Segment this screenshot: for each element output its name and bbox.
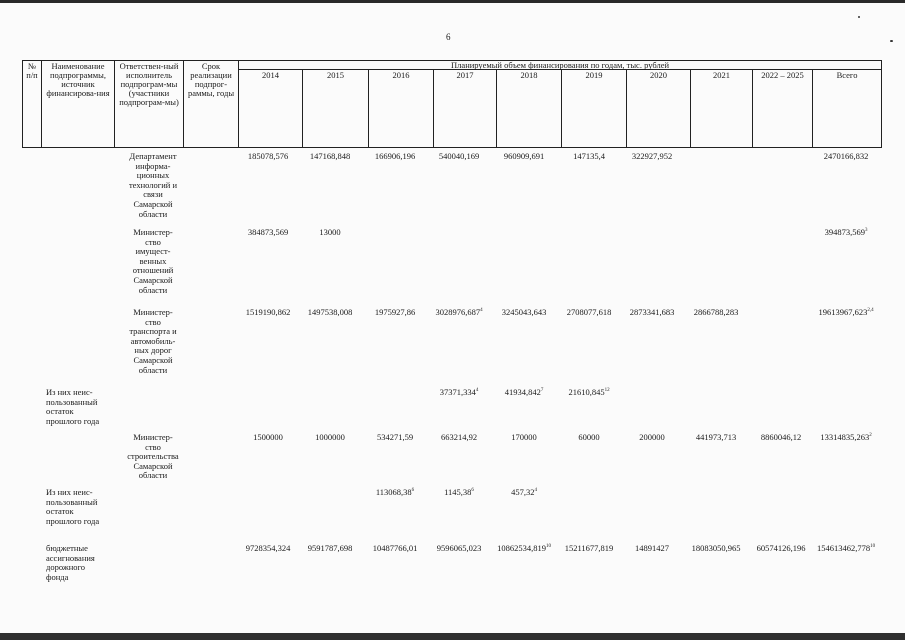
responsible-executor-line: ство	[145, 316, 161, 327]
year-value-text: 147135,4	[573, 151, 605, 161]
year-value	[362, 152, 428, 162]
header-financing-group: Планируемый объем финансирования по годам, тыс. рублей	[239, 61, 882, 70]
year-value-text: 384873,569	[247, 227, 289, 237]
responsible-executor-line: венных	[139, 255, 167, 266]
funding-source-name-line: пользованный	[46, 396, 98, 407]
funding-source-name-line: прошлого года	[46, 415, 100, 426]
year-value	[426, 433, 492, 443]
responsible-executor	[118, 152, 188, 219]
responsible-executor	[118, 228, 188, 295]
year-value-text: 37371,334	[439, 387, 476, 397]
header-total: Всего	[813, 70, 882, 148]
year-value-text: 1000000	[315, 432, 345, 442]
year-value	[297, 228, 363, 238]
footnote-marker: 4	[534, 488, 537, 493]
scan-speck	[890, 40, 893, 42]
year-value	[235, 544, 301, 554]
funding-source-name-line: остаток	[46, 506, 74, 517]
responsible-executor-line: Министер-	[133, 432, 173, 442]
responsible-executor-line: ных дорог	[134, 345, 172, 356]
total-value-text: 2470166,832	[823, 151, 869, 161]
year-value	[683, 544, 749, 554]
responsible-executor-line: транспорта и	[129, 326, 177, 337]
year-value-text: 441973,713	[695, 432, 737, 442]
responsible-executor-line: отношений	[132, 265, 174, 276]
responsible-executor-line: области	[138, 284, 168, 295]
responsible-executor-line: имущест-	[135, 246, 171, 257]
funding-source-name-line: дорожного	[46, 562, 86, 573]
total-value	[811, 152, 881, 162]
header-year: 2018	[497, 70, 562, 148]
responsible-executor-line: ство	[145, 441, 161, 452]
year-value-text: 60000	[578, 432, 600, 442]
responsible-executor-line: ционных	[136, 170, 170, 181]
scan-edge-bottom	[0, 633, 905, 640]
year-value-text: 15211677,819	[564, 543, 614, 553]
year-value-text: 663214,92	[440, 432, 478, 442]
footnote-marker: 2,4	[867, 308, 874, 313]
year-value-text: 3245043,643	[501, 307, 547, 317]
year-value	[491, 544, 557, 554]
year-value	[620, 433, 684, 443]
year-value	[620, 544, 684, 554]
total-value-text: 13314835,263	[820, 432, 870, 442]
year-value-text: 170000	[511, 432, 537, 442]
responsible-executor-line: области	[138, 364, 168, 375]
funding-source-name-line: ассигнования	[46, 552, 95, 563]
year-value	[362, 308, 428, 318]
responsible-executor-line: Самарской	[133, 274, 173, 285]
footnote-marker: 7	[540, 388, 544, 393]
footnote-marker: 4	[475, 388, 479, 393]
year-value	[750, 544, 812, 554]
header-year: 2021	[691, 70, 753, 148]
year-value	[556, 308, 622, 318]
year-value-text: 41934,842	[504, 387, 541, 397]
year-value-text: 9728354,324	[245, 543, 291, 553]
year-value-text: 1975927,86	[374, 307, 416, 317]
header-year: 2020	[627, 70, 691, 148]
year-value	[426, 308, 492, 318]
year-value-text: 185078,576	[247, 151, 289, 161]
total-value	[811, 433, 881, 443]
year-value-text: 166906,196	[374, 151, 416, 161]
header-term: Срок реализации подпрог-раммы, годы	[184, 61, 239, 148]
page-number: 6	[446, 32, 451, 42]
year-value-text: 60574126,196	[756, 543, 806, 553]
total-value-text: 19613967,623	[818, 307, 868, 317]
responsible-executor-line: области	[138, 208, 168, 219]
footnote-marker: 10	[545, 544, 551, 549]
year-value-text: 10487766,01	[372, 543, 418, 553]
year-value	[426, 152, 492, 162]
year-value-text: 322927,952	[631, 151, 673, 161]
responsible-executor-line: технологий и	[128, 179, 178, 190]
funding-source-name-line: пользованный	[46, 496, 98, 507]
year-value-text: 457,32	[511, 487, 535, 497]
header-year: 2016	[369, 70, 434, 148]
year-value-text: 9596065,023	[436, 543, 482, 553]
header-program-name: Наименование подпрограммы, источник финансирова-ния	[42, 61, 115, 148]
year-value-text: 200000	[639, 432, 665, 442]
year-value	[235, 152, 301, 162]
header-responsible: Ответствен-ный исполнитель подпрограм-мы (участники подпрограм-мы)	[115, 61, 184, 148]
year-value	[556, 433, 622, 443]
year-value	[362, 433, 428, 443]
footnote-marker: 2	[869, 433, 872, 438]
total-value-text: 394873,569	[824, 227, 865, 237]
year-value	[235, 228, 301, 238]
year-value	[491, 433, 557, 443]
year-value	[362, 488, 428, 498]
year-value-text: 1497538,008	[307, 307, 353, 317]
funding-source-name	[46, 388, 118, 426]
header-year: 2014	[239, 70, 303, 148]
year-value	[683, 308, 749, 318]
responsible-executor	[118, 433, 188, 481]
funding-source-name-line: Из них неис-	[46, 387, 93, 397]
year-value-text: 2873341,683	[629, 307, 675, 317]
header-year: 2019	[562, 70, 627, 148]
responsible-executor-line: Министер-	[133, 227, 173, 237]
responsible-executor-line: связи	[143, 189, 163, 200]
header-year: 2022 – 2025	[753, 70, 813, 148]
year-value	[426, 488, 492, 498]
header-year: 2017	[434, 70, 497, 148]
year-value-text: 540040,169	[438, 151, 480, 161]
responsible-executor-line: автомобиль-	[130, 335, 176, 346]
total-value	[811, 308, 881, 318]
footnote-marker: 12	[604, 388, 610, 393]
total-value-text: 154613462,778	[816, 543, 871, 553]
year-value	[491, 152, 557, 162]
year-value	[556, 388, 622, 398]
year-value-text: 1500000	[253, 432, 283, 442]
year-value	[491, 488, 557, 498]
year-value-text: 1145,38	[444, 487, 472, 497]
year-value	[426, 388, 492, 398]
year-value-text: 9591787,698	[307, 543, 353, 553]
scan-edge-top	[0, 0, 905, 3]
total-value	[811, 228, 881, 238]
year-value	[297, 152, 363, 162]
responsible-executor-line: ство	[145, 236, 161, 247]
funding-source-name-line: остаток	[46, 406, 74, 417]
financing-table-header	[22, 60, 882, 148]
responsible-executor-line: Самарской	[133, 198, 173, 209]
year-value	[297, 308, 363, 318]
year-value	[235, 308, 301, 318]
header-year: 2015	[303, 70, 369, 148]
year-value-text: 2708077,618	[566, 307, 612, 317]
year-value-text: 1519190,862	[245, 307, 291, 317]
responsible-executor-line: информа-	[135, 160, 171, 171]
footnote-marker: 6	[471, 488, 474, 493]
year-value-text: 21610,845	[568, 387, 605, 397]
year-value-text: 18083050,965	[691, 543, 741, 553]
year-value	[297, 433, 363, 443]
year-value	[491, 308, 557, 318]
year-value-text: 3028976,687	[435, 307, 481, 317]
year-value	[556, 152, 622, 162]
responsible-executor-line: Самарской	[133, 354, 173, 365]
year-value-text: 2866788,283	[693, 307, 739, 317]
funding-source-name-line: фонда	[46, 571, 69, 582]
total-value	[811, 544, 881, 554]
year-value-text: 8860046,12	[760, 432, 802, 442]
year-value	[362, 544, 428, 554]
year-value	[620, 308, 684, 318]
scan-speck	[858, 16, 860, 18]
year-value-text: 960909,691	[503, 151, 545, 161]
funding-source-name-line: прошлого года	[46, 515, 100, 526]
responsible-executor	[118, 308, 188, 375]
footnote-marker: 6	[411, 488, 415, 493]
year-value-text: 534271,59	[376, 432, 414, 442]
year-value-text: 113068,38	[375, 487, 412, 497]
year-value-text: 14891427	[635, 543, 669, 553]
year-value-text: 147168,848	[309, 151, 351, 161]
header-number: № п/п	[23, 61, 42, 148]
year-value	[297, 544, 363, 554]
year-value	[491, 388, 557, 398]
funding-source-name	[46, 544, 118, 582]
responsible-executor-line: строительства	[127, 451, 179, 462]
footnote-marker: 10	[870, 544, 876, 549]
responsible-executor-line: Самарской	[133, 460, 173, 471]
year-value	[620, 152, 684, 162]
footnote-marker: 3	[864, 228, 868, 233]
year-value-text: 13000	[319, 227, 341, 237]
responsible-executor-line: области	[138, 470, 168, 481]
funding-source-name	[46, 488, 118, 526]
responsible-executor-line: Министер-	[133, 307, 173, 317]
year-value-text: 10862534,819	[497, 543, 546, 553]
year-value	[426, 544, 492, 554]
year-value	[556, 544, 622, 554]
responsible-executor-line: Департамент	[129, 151, 177, 161]
funding-source-name-line: Из них неис-	[46, 487, 93, 497]
year-value	[683, 433, 749, 443]
footnote-marker: 4	[480, 308, 483, 313]
year-value	[235, 433, 301, 443]
funding-source-name-line: бюджетные	[46, 543, 88, 553]
year-value	[750, 433, 812, 443]
